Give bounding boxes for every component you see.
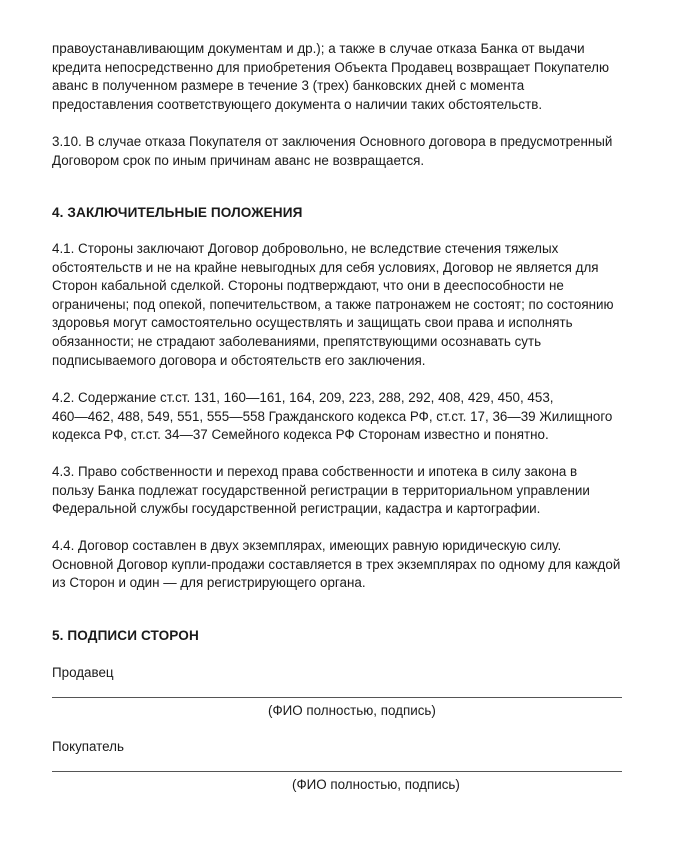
clause-4-1 [52, 240, 614, 370]
text-line: кодекса РФ, ст.ст. 34—37 Семейного кодекса РФ Сторонам известно и понятно. [52, 427, 549, 443]
seller-label: Продавец [52, 665, 114, 680]
section-4-heading: 4. ЗАКЛЮЧИТЕЛЬНЫЕ ПОЛОЖЕНИЯ [52, 205, 303, 220]
text-line: 4.2. Содержание ст.ст. 131, 160—161, 164, 209, 223, 288, 292, 408, 429, 450, 453, [52, 390, 554, 405]
clause-4-2 [52, 389, 612, 445]
text-line: правоустанавливающим документам и др.); а также в случае отказа Банка от выдачи [52, 41, 585, 56]
text-line: пользу Банка подлежат государственной регистрации в территориальном управлении [52, 482, 590, 498]
clause-3-10 [52, 133, 612, 170]
text-line: подписываемого договора и обстоятельств его заключения. [52, 352, 426, 368]
clause-4-4 [52, 537, 620, 593]
text-line: обстоятельств и не на крайне невыгодных для себя условиях, Договор не является для [52, 259, 599, 275]
seller-signature-caption: (ФИО полностью, подпись) [268, 703, 436, 718]
clause-4-3 [52, 463, 590, 519]
text-line: Основной Договор купли-продажи составляется в трех экземплярах по одному для каждой [52, 556, 621, 572]
seller-signature-line [52, 697, 622, 698]
text-line: предоставления соответствующего документа о наличии таких обстоятельств. [52, 96, 543, 112]
text-line: аванс в полученном размере в течение 3 (трех) банковских дней с момента [52, 78, 525, 94]
buyer-signature-caption: (ФИО полностью, подпись) [292, 777, 460, 792]
buyer-signature-line [52, 771, 622, 772]
buyer-label: Покупатель [52, 739, 124, 754]
text-line: из Сторон и один — для регистрирующего органа. [52, 575, 366, 591]
text-line: обязанности; не страдают заболеваниями, препятствующими осознавать суть [52, 333, 542, 349]
text-line: здоровья могут самостоятельно осуществлять и защищать свои права и исполнять [52, 315, 573, 331]
text-line: Сторон кабальной сделкой. Стороны подтверждают, что они в дееспособности не [52, 278, 564, 294]
text-line: 4.3. Право собственности и переход права собственности и ипотека в силу закона в [52, 464, 578, 479]
text-line: Федеральной службы государственной регистрации, кадастра и картографии. [52, 501, 541, 517]
text-line: кредита непосредственно для приобретения Объекта Продавец возвращает Покупателю [52, 59, 610, 75]
text-line: 4.1. Стороны заключают Договор добровольно, не вследствие стечения тяжелых [52, 241, 559, 256]
text-line: ограничены; под опекой, попечительством, а также патронажем не состоят; по состоянию [52, 296, 614, 312]
text-line: 3.10. В случае отказа Покупателя от заключения Основного договора в предусмотренный [52, 134, 613, 149]
section-5-heading: 5. ПОДПИСИ СТОРОН [52, 628, 199, 643]
clause-3-9-tail [52, 40, 609, 114]
text-line: 4.4. Договор составлен в двух экземплярах, имеющих равную юридическую силу. [52, 538, 562, 553]
text-line: 460—462, 488, 549, 551, 555—558 Гражданского кодекса РФ, ст.ст. 17, 36—39 Жилищного [52, 408, 613, 424]
text-line: Договором срок по иным причинам аванс не возвращается. [52, 152, 425, 168]
